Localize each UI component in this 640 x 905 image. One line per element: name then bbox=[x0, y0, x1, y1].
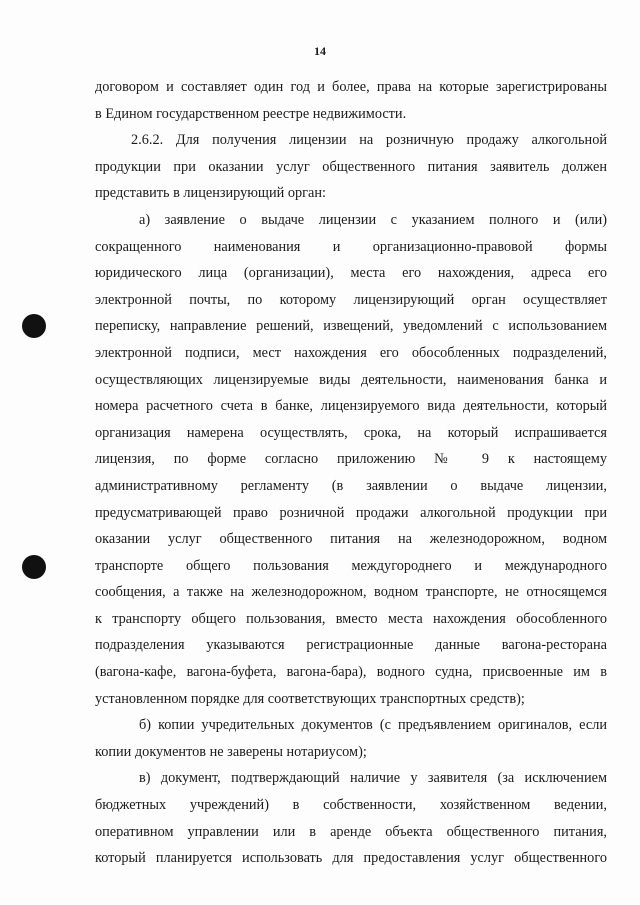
list-item-v: в) документ, подтверждающий наличие у заявителя (за исключением bbox=[139, 770, 607, 787]
text-line: электронной почты, по которому лицензирующий орган осуществляет bbox=[95, 291, 607, 308]
text-line: осуществляющих лицензируемые виды деятельности, наименования банка и bbox=[95, 371, 607, 388]
text-line: переписку, направление решений, извещений, уведомлений с использованием bbox=[95, 318, 607, 335]
punch-hole-mark bbox=[22, 555, 46, 579]
document-body bbox=[95, 74, 607, 872]
text-line: продукции при оказании услуг общественного питания заявитель должен bbox=[95, 158, 607, 175]
text-line: бюджетных учреждений) в собственности, хозяйственном ведении, bbox=[95, 797, 607, 814]
text-line: к транспорту общего пользования, вместо места нахождения обособленного bbox=[95, 610, 607, 627]
text-line: оперативном управлении или в аренде объекта общественного питания, bbox=[95, 823, 607, 840]
text-line: лицензия, по форме согласно приложению № 9 к настоящему bbox=[95, 451, 607, 468]
text-line: установленном порядке для соответствующих транспортных средств); bbox=[95, 690, 525, 707]
text-line: который планируется использовать для предоставления услуг общественного bbox=[95, 850, 607, 867]
text-line: представить в лицензирующий орган: bbox=[95, 185, 326, 202]
text-line: сообщения, а также на железнодорожном, водном транспорте, не относящемся bbox=[95, 584, 607, 601]
text-line: административному регламенту (в заявлении о выдаче лицензии, bbox=[95, 477, 607, 494]
text-line: номера расчетного счета в банке, лицензируемого вида деятельности, который bbox=[95, 398, 607, 415]
list-item-b: б) копии учредительных документов (с предъявлением оригиналов, если bbox=[139, 717, 607, 734]
text-line: оказании услуг общественного питания на железнодорожном, водном bbox=[95, 531, 607, 548]
text-line: электронной подписи, мест нахождения его обособленных подразделений, bbox=[95, 344, 607, 361]
text-line: в Едином государственном реестре недвижимости. bbox=[95, 105, 407, 122]
text-line: транспорте общего пользования междугороднего и международного bbox=[95, 557, 607, 574]
text-line: (вагона-кафе, вагона-буфета, вагона-бара), водного судна, присвоенные им в bbox=[95, 664, 607, 681]
text-line: сокращенного наименования и организационно-правовой формы bbox=[95, 238, 607, 255]
page-number: 14 bbox=[314, 44, 326, 58]
text-line: организация намерена осуществлять, срока, на который испрашивается bbox=[95, 424, 607, 441]
text-line: предусматривающей право розничной продажи алкогольной продукции при bbox=[95, 504, 607, 521]
paragraph-heading: 2.6.2. Для получения лицензии на розничную продажу алкогольной bbox=[131, 132, 607, 149]
text-line: договором и составляет один год и более, права на которые зарегистрированы bbox=[95, 79, 607, 95]
punch-hole-mark bbox=[22, 314, 46, 338]
text-line: копии документов не заверены нотариусом); bbox=[95, 743, 367, 760]
text-line: подразделения указываются регистрационные данные вагона-ресторана bbox=[95, 637, 607, 654]
text-line: юридического лица (организации), места его нахождения, адреса его bbox=[95, 265, 607, 282]
list-item-a: а) заявление о выдаче лицензии с указанием полного и (или) bbox=[139, 211, 607, 228]
